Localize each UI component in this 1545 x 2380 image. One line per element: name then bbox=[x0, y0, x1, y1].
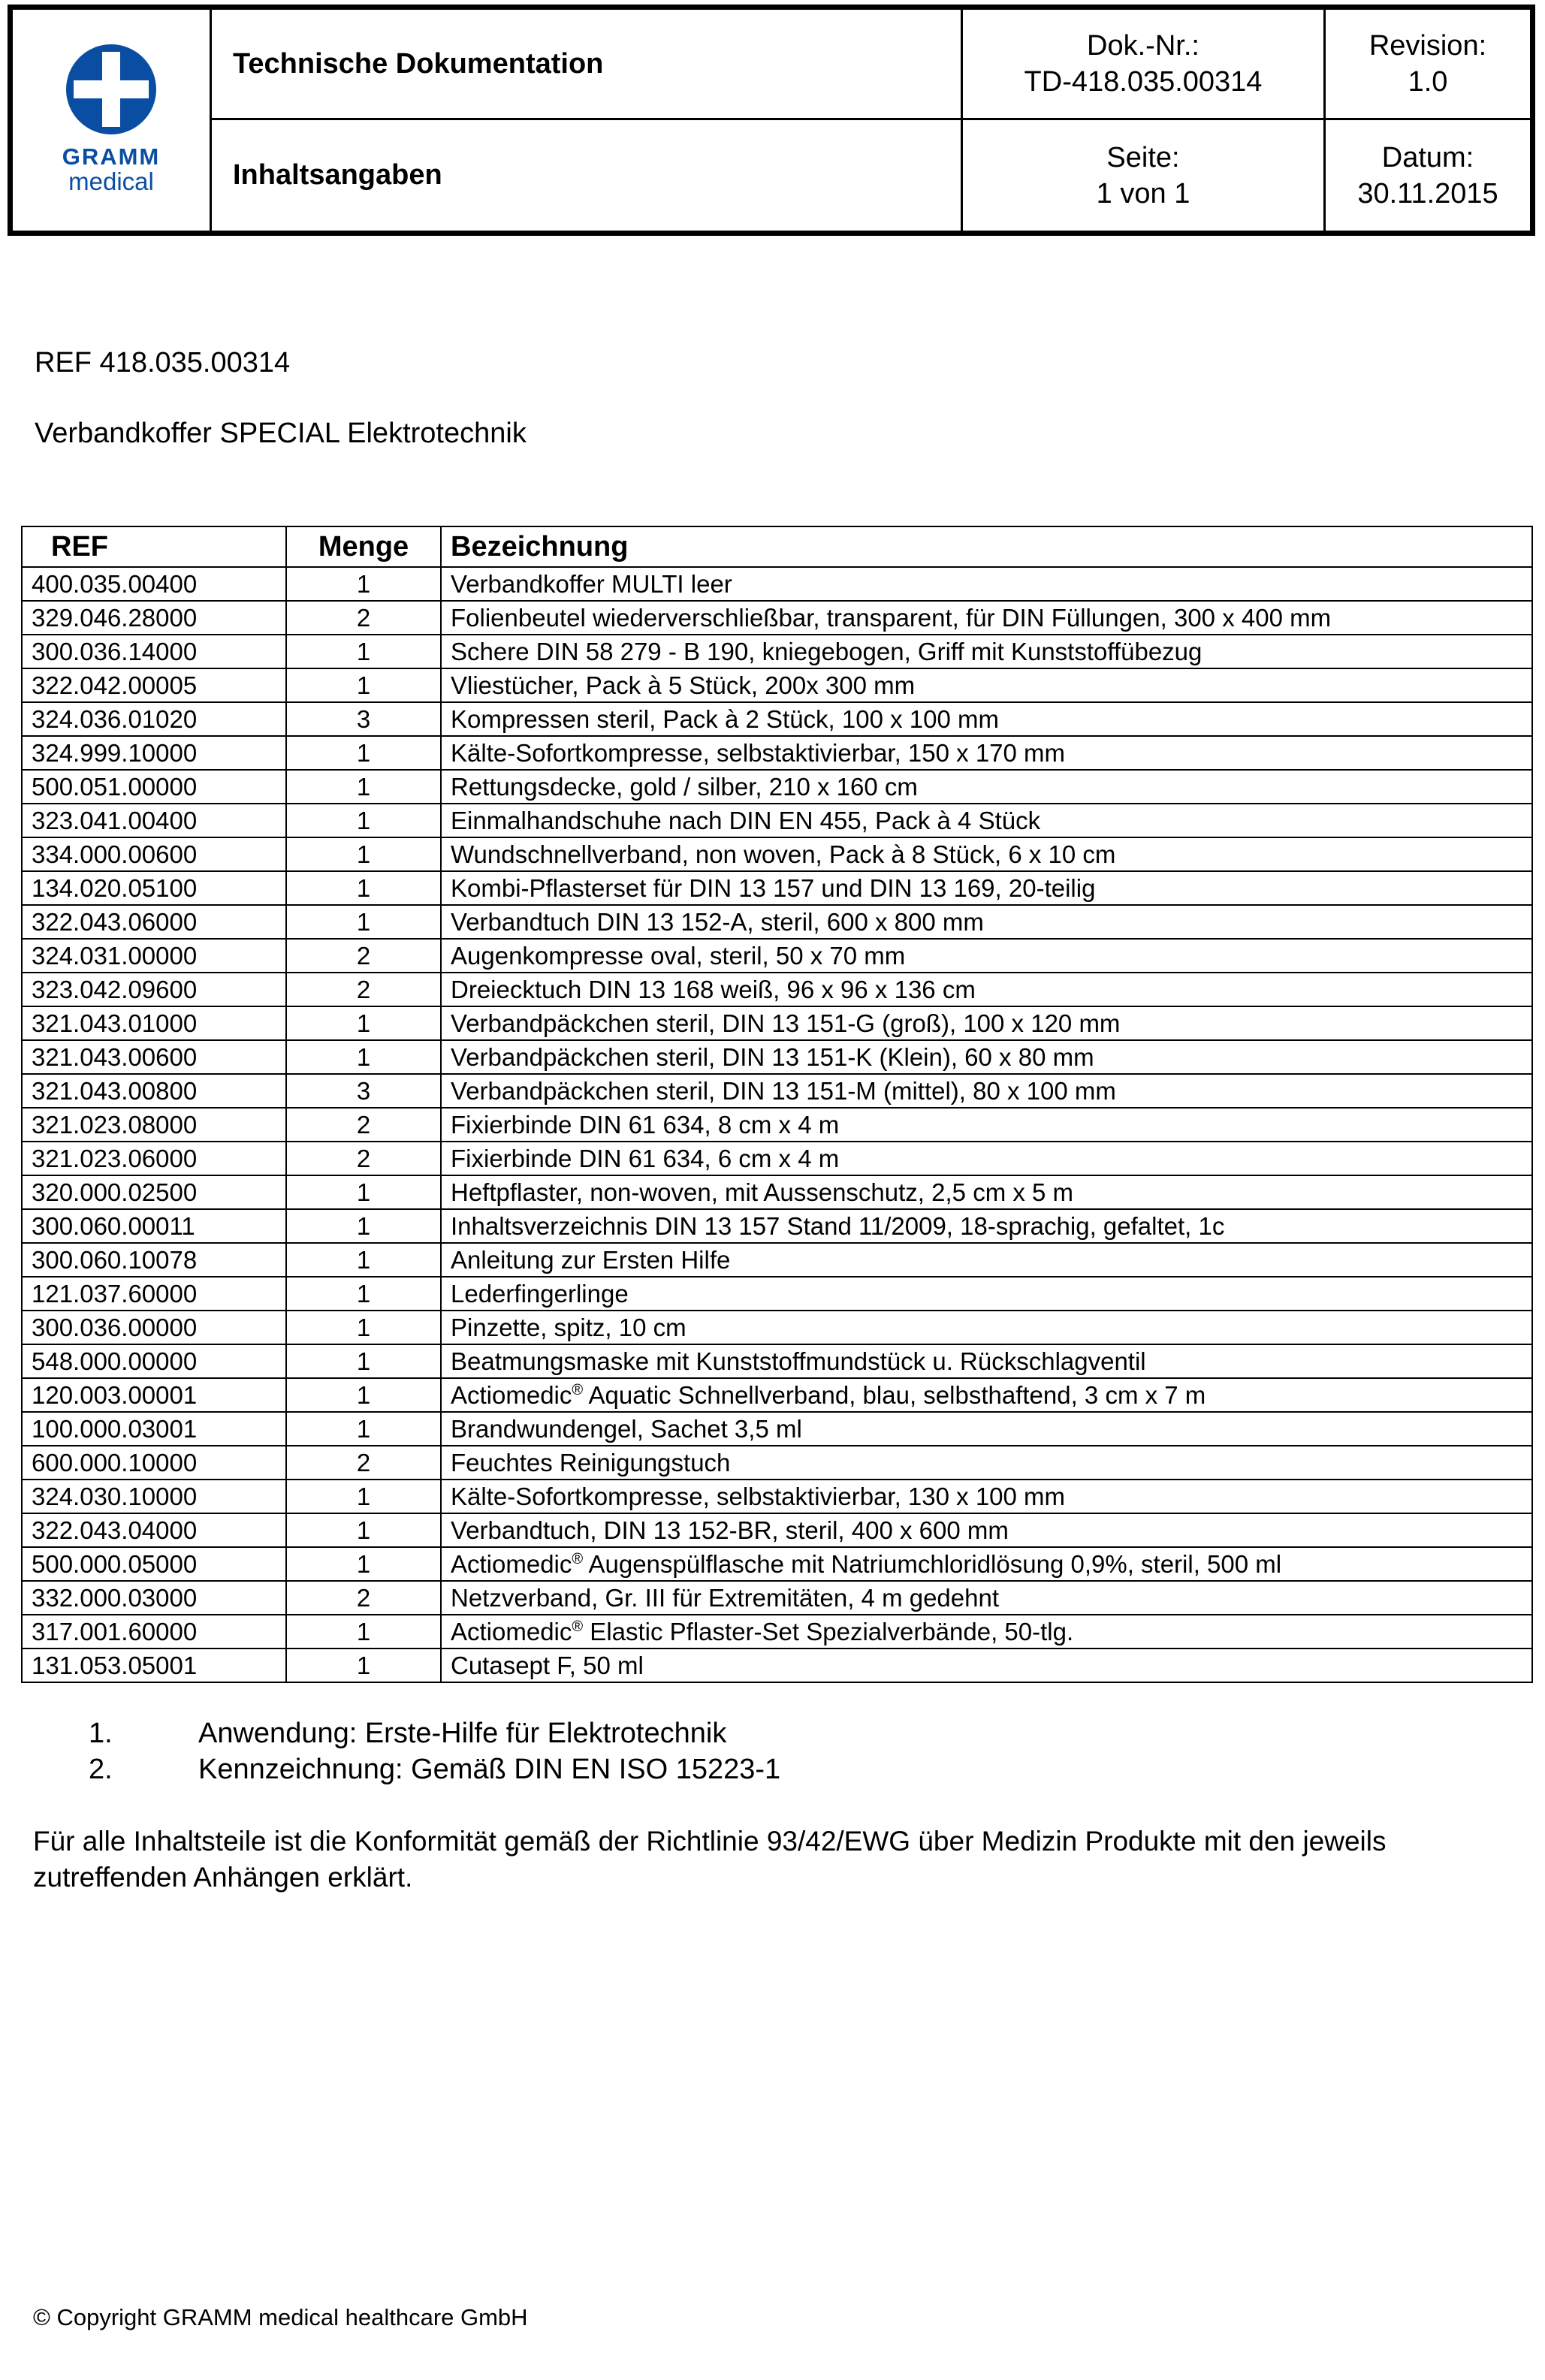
description-text: Kälte-Sofortkompresse, selbstaktivierbar, 130 x 100 mm bbox=[451, 1483, 1066, 1510]
cell-bezeichnung bbox=[441, 973, 1532, 1006]
cell-menge: 2 bbox=[286, 1446, 441, 1480]
table-row bbox=[22, 1243, 1532, 1277]
cell-ref: 323.042.09600 bbox=[22, 973, 286, 1006]
cell-ref: 334.000.00600 bbox=[22, 837, 286, 871]
table-row bbox=[22, 939, 1532, 973]
contents-table bbox=[21, 526, 1533, 1683]
column-header-bezeichnung: Bezeichnung bbox=[441, 526, 1532, 567]
cell-bezeichnung bbox=[441, 1615, 1532, 1649]
cell-bezeichnung bbox=[441, 702, 1532, 736]
cell-ref: 600.000.10000 bbox=[22, 1446, 286, 1480]
page-label: Seite: bbox=[1106, 141, 1180, 173]
cell-bezeichnung bbox=[441, 837, 1532, 871]
description-text: Actiomedic bbox=[451, 1381, 572, 1409]
cell-bezeichnung bbox=[441, 1108, 1532, 1142]
cell-bezeichnung bbox=[441, 1581, 1532, 1615]
table-row bbox=[22, 601, 1532, 635]
cell-menge: 1 bbox=[286, 1243, 441, 1277]
table-row bbox=[22, 1615, 1532, 1649]
date-value: 30.11.2015 bbox=[1357, 177, 1498, 210]
cell-ref: 329.046.28000 bbox=[22, 601, 286, 635]
description-text: Netzverband, Gr. III für Extremitäten, 4 m gedehnt bbox=[451, 1584, 1000, 1612]
table-row bbox=[22, 702, 1532, 736]
table-row bbox=[22, 1547, 1532, 1581]
conformity-statement: Für alle Inhaltsteile ist die Konformität gemäß der Richtlinie 93/42/EWG über Medizin Produkte mit den jeweils zutreffenden Anhängen erklärt. bbox=[33, 1826, 1387, 1893]
cell-ref: 320.000.02500 bbox=[22, 1175, 286, 1209]
note-number: 2. bbox=[89, 1754, 113, 1785]
cell-bezeichnung bbox=[441, 1412, 1532, 1446]
cell-bezeichnung bbox=[441, 1074, 1532, 1108]
table-row bbox=[22, 804, 1532, 837]
description-text: Kälte-Sofortkompresse, selbstaktivierbar, 150 x 170 mm bbox=[451, 739, 1066, 767]
cell-menge: 3 bbox=[286, 1074, 441, 1108]
table-row bbox=[22, 1074, 1532, 1108]
cell-menge: 1 bbox=[286, 837, 441, 871]
table-row bbox=[22, 1311, 1532, 1344]
table-row bbox=[22, 871, 1532, 905]
description-text: Verbandtuch, DIN 13 152-BR, steril, 400 x 600 mm bbox=[451, 1516, 1009, 1544]
cell-ref: 500.051.00000 bbox=[22, 770, 286, 804]
page-value: 1 von 1 bbox=[1096, 177, 1190, 210]
cell-menge: 1 bbox=[286, 1649, 441, 1682]
cell-bezeichnung bbox=[441, 601, 1532, 635]
table-row bbox=[22, 1108, 1532, 1142]
description-text: Feuchtes Reinigungstuch bbox=[451, 1449, 731, 1477]
cell-menge: 1 bbox=[286, 905, 441, 939]
table-row bbox=[22, 837, 1532, 871]
cell-bezeichnung bbox=[441, 1446, 1532, 1480]
cell-bezeichnung bbox=[441, 736, 1532, 770]
table-row bbox=[22, 905, 1532, 939]
description-text: Lederfingerlinge bbox=[451, 1280, 629, 1308]
description-text: Wundschnellverband, non woven, Pack à 8 Stück, 6 x 10 cm bbox=[451, 840, 1116, 868]
cell-ref: 321.023.08000 bbox=[22, 1108, 286, 1142]
cell-menge: 1 bbox=[286, 1040, 441, 1074]
cell-menge: 2 bbox=[286, 1108, 441, 1142]
revision-cell bbox=[1326, 10, 1530, 120]
cell-ref: 134.020.05100 bbox=[22, 871, 286, 905]
cell-bezeichnung bbox=[441, 939, 1532, 973]
description-text: Verbandpäckchen steril, DIN 13 151-K (Klein), 60 x 80 mm bbox=[451, 1043, 1094, 1071]
cell-ref: 300.060.10078 bbox=[22, 1243, 286, 1277]
description-text: Beatmungsmaske mit Kunststoffmundstück u. Rückschlagventil bbox=[451, 1347, 1146, 1375]
description-text: Folienbeutel wiederverschließbar, transparent, für DIN Füllungen, 300 x 400 mm bbox=[451, 604, 1332, 632]
cell-menge: 1 bbox=[286, 804, 441, 837]
cell-ref: 131.053.05001 bbox=[22, 1649, 286, 1682]
description-text: Brandwundengel, Sachet 3,5 ml bbox=[451, 1415, 802, 1443]
doc-number-value: TD-418.035.00314 bbox=[1024, 66, 1263, 98]
description-text-cont: Augenspülflasche mit Natriumchloridlösung 0,9%, steril, 500 ml bbox=[583, 1550, 1282, 1578]
cell-ref: 500.000.05000 bbox=[22, 1547, 286, 1581]
description-text-cont: Aquatic Schnellverband, blau, selbsthaftend, 3 cm x 7 m bbox=[583, 1381, 1206, 1409]
note-text: Kennzeichnung: Gemäß DIN EN ISO 15223-1 bbox=[198, 1754, 781, 1785]
description-text: Anleitung zur Ersten Hilfe bbox=[451, 1246, 731, 1274]
cell-ref: 321.043.00600 bbox=[22, 1040, 286, 1074]
cell-bezeichnung bbox=[441, 1344, 1532, 1378]
description-text: Augenkompresse oval, steril, 50 x 70 mm bbox=[451, 942, 906, 970]
table-row bbox=[22, 1006, 1532, 1040]
cell-ref: 322.043.06000 bbox=[22, 905, 286, 939]
cell-menge: 1 bbox=[286, 871, 441, 905]
cell-menge: 2 bbox=[286, 1142, 441, 1175]
registered-mark: ® bbox=[572, 1618, 584, 1635]
table-row bbox=[22, 1480, 1532, 1513]
table-row bbox=[22, 1412, 1532, 1446]
revision-label: Revision: bbox=[1368, 30, 1487, 62]
description-text: Fixierbinde DIN 61 634, 8 cm x 4 m bbox=[451, 1111, 840, 1139]
registered-mark: ® bbox=[572, 1382, 584, 1398]
cell-bezeichnung bbox=[441, 1480, 1532, 1513]
company-logo bbox=[13, 10, 212, 231]
document-header bbox=[8, 5, 1535, 236]
column-header-menge: Menge bbox=[286, 526, 441, 567]
cell-menge: 1 bbox=[286, 1412, 441, 1446]
cell-ref: 321.043.01000 bbox=[22, 1006, 286, 1040]
cell-ref: 321.043.00800 bbox=[22, 1074, 286, 1108]
cell-menge: 1 bbox=[286, 1513, 441, 1547]
cell-ref: 322.043.04000 bbox=[22, 1513, 286, 1547]
cell-ref: 400.035.00400 bbox=[22, 567, 286, 601]
cell-ref: 332.000.03000 bbox=[22, 1581, 286, 1615]
note-item bbox=[89, 1751, 780, 1787]
table-row bbox=[22, 1649, 1532, 1682]
cell-ref: 317.001.60000 bbox=[22, 1615, 286, 1649]
page-cell bbox=[963, 120, 1326, 231]
table-row bbox=[22, 736, 1532, 770]
doc-number-cell bbox=[963, 10, 1326, 120]
table-row bbox=[22, 973, 1532, 1006]
table-row bbox=[22, 1209, 1532, 1243]
cell-bezeichnung bbox=[441, 905, 1532, 939]
cell-ref: 120.003.00001 bbox=[22, 1378, 286, 1412]
description-text: Verbandpäckchen steril, DIN 13 151-M (mittel), 80 x 100 mm bbox=[451, 1077, 1116, 1105]
table-row bbox=[22, 1378, 1532, 1412]
cell-bezeichnung bbox=[441, 668, 1532, 702]
cell-menge: 1 bbox=[286, 1378, 441, 1412]
cell-menge: 2 bbox=[286, 973, 441, 1006]
cell-ref: 324.036.01020 bbox=[22, 702, 286, 736]
description-text: Verbandkoffer MULTI leer bbox=[451, 570, 732, 598]
table-row bbox=[22, 668, 1532, 702]
product-name: Verbandkoffer SPECIAL Elektrotechnik bbox=[35, 418, 527, 449]
cell-bezeichnung bbox=[441, 1175, 1532, 1209]
column-header-ref: REF bbox=[22, 526, 286, 567]
cell-ref: 324.031.00000 bbox=[22, 939, 286, 973]
cell-menge: 1 bbox=[286, 635, 441, 668]
table-body bbox=[22, 567, 1532, 1682]
cell-menge: 2 bbox=[286, 1581, 441, 1615]
description-text: Rettungsdecke, gold / silber, 210 x 160 cm bbox=[451, 773, 918, 801]
cell-ref: 300.060.00011 bbox=[22, 1209, 286, 1243]
cell-bezeichnung bbox=[441, 1311, 1532, 1344]
cell-menge: 2 bbox=[286, 939, 441, 973]
description-text: Fixierbinde DIN 61 634, 6 cm x 4 m bbox=[451, 1145, 840, 1172]
cell-bezeichnung bbox=[441, 1649, 1532, 1682]
description-text: Actiomedic bbox=[451, 1618, 572, 1645]
cell-bezeichnung bbox=[441, 1006, 1532, 1040]
cell-bezeichnung bbox=[441, 1513, 1532, 1547]
note-number: 1. bbox=[89, 1718, 113, 1749]
date-cell bbox=[1326, 120, 1530, 231]
cell-bezeichnung bbox=[441, 635, 1532, 668]
product-ref: REF 418.035.00314 bbox=[35, 347, 291, 379]
cell-bezeichnung bbox=[441, 1243, 1532, 1277]
numbered-notes bbox=[89, 1715, 780, 1787]
copyright-footer: © Copyright GRAMM medical healthcare GmbH bbox=[33, 2304, 528, 2330]
revision-value: 1.0 bbox=[1408, 66, 1448, 98]
cell-menge: 1 bbox=[286, 567, 441, 601]
description-text: Schere DIN 58 279 - B 190, kniegebogen, Griff mit Kunststoffübezug bbox=[451, 638, 1203, 665]
table-row bbox=[22, 1344, 1532, 1378]
cell-ref: 100.000.03001 bbox=[22, 1412, 286, 1446]
cell-menge: 1 bbox=[286, 1175, 441, 1209]
note-text: Anwendung: Erste-Hilfe für Elektrotechnik bbox=[198, 1718, 727, 1749]
description-text: Heftpflaster, non-woven, mit Aussenschutz, 2,5 cm x 5 m bbox=[451, 1178, 1074, 1206]
cell-menge: 1 bbox=[286, 1006, 441, 1040]
description-text: Kombi-Pflasterset für DIN 13 157 und DIN 13 169, 20-teilig bbox=[451, 874, 1096, 902]
cell-ref: 300.036.00000 bbox=[22, 1311, 286, 1344]
cell-bezeichnung bbox=[441, 871, 1532, 905]
table-row bbox=[22, 1175, 1532, 1209]
cell-ref: 548.000.00000 bbox=[22, 1344, 286, 1378]
logo-text-gramm: GRAMM bbox=[62, 143, 161, 170]
description-text: Kompressen steril, Pack à 2 Stück, 100 x 100 mm bbox=[451, 705, 999, 733]
medical-cross-icon bbox=[66, 44, 156, 134]
cell-ref: 321.023.06000 bbox=[22, 1142, 286, 1175]
description-text-cont: Elastic Pflaster-Set Spezialverbände, 50-tlg. bbox=[583, 1618, 1074, 1645]
section-title: Inhaltsangaben bbox=[212, 120, 963, 231]
description-text: Cutasept F, 50 ml bbox=[451, 1652, 644, 1679]
registered-mark: ® bbox=[572, 1551, 584, 1567]
cell-menge: 1 bbox=[286, 1344, 441, 1378]
table-row bbox=[22, 567, 1532, 601]
cell-menge: 1 bbox=[286, 1209, 441, 1243]
cell-ref: 322.042.00005 bbox=[22, 668, 286, 702]
description-text: Actiomedic bbox=[451, 1550, 572, 1578]
cell-bezeichnung bbox=[441, 1277, 1532, 1311]
table-row bbox=[22, 635, 1532, 668]
cell-ref: 300.036.14000 bbox=[22, 635, 286, 668]
cell-bezeichnung bbox=[441, 1378, 1532, 1412]
cell-bezeichnung bbox=[441, 1040, 1532, 1074]
date-label: Datum: bbox=[1381, 141, 1474, 173]
cell-menge: 1 bbox=[286, 1615, 441, 1649]
cell-menge: 1 bbox=[286, 1547, 441, 1581]
table-row bbox=[22, 1040, 1532, 1074]
table-row bbox=[22, 1277, 1532, 1311]
description-text: Vliestücher, Pack à 5 Stück, 200x 300 mm bbox=[451, 671, 916, 699]
description-text: Verbandtuch DIN 13 152-A, steril, 600 x 800 mm bbox=[451, 908, 984, 936]
cell-menge: 1 bbox=[286, 1311, 441, 1344]
cell-menge: 1 bbox=[286, 668, 441, 702]
description-text: Einmalhandschuhe nach DIN EN 455, Pack à 4 Stück bbox=[451, 807, 1041, 834]
description-text: Dreiecktuch DIN 13 168 weiß, 96 x 96 x 136 cm bbox=[451, 976, 976, 1003]
cell-bezeichnung bbox=[441, 567, 1532, 601]
doc-number-label: Dok.-Nr.: bbox=[1087, 30, 1199, 62]
cell-menge: 3 bbox=[286, 702, 441, 736]
description-text: Pinzette, spitz, 10 cm bbox=[451, 1314, 686, 1341]
table-row bbox=[22, 770, 1532, 804]
table-row bbox=[22, 1513, 1532, 1547]
cell-ref: 324.999.10000 bbox=[22, 736, 286, 770]
cell-menge: 1 bbox=[286, 1480, 441, 1513]
cell-bezeichnung bbox=[441, 804, 1532, 837]
cell-menge: 1 bbox=[286, 736, 441, 770]
doc-type-title: Technische Dokumentation bbox=[212, 10, 963, 120]
cell-menge: 1 bbox=[286, 1277, 441, 1311]
note-item bbox=[89, 1715, 780, 1751]
table-row bbox=[22, 1581, 1532, 1615]
cell-bezeichnung bbox=[441, 1209, 1532, 1243]
cell-ref: 121.037.60000 bbox=[22, 1277, 286, 1311]
cell-menge: 2 bbox=[286, 601, 441, 635]
table-header-row bbox=[22, 526, 1532, 567]
table-row bbox=[22, 1446, 1532, 1480]
cell-bezeichnung bbox=[441, 1142, 1532, 1175]
cell-menge: 1 bbox=[286, 770, 441, 804]
cell-ref: 323.041.00400 bbox=[22, 804, 286, 837]
cell-bezeichnung bbox=[441, 770, 1532, 804]
cell-ref: 324.030.10000 bbox=[22, 1480, 286, 1513]
table-row bbox=[22, 1142, 1532, 1175]
logo-text-medical: medical bbox=[68, 167, 154, 195]
cell-bezeichnung bbox=[441, 1547, 1532, 1581]
description-text: Verbandpäckchen steril, DIN 13 151-G (groß), 100 x 120 mm bbox=[451, 1009, 1121, 1037]
description-text: Inhaltsverzeichnis DIN 13 157 Stand 11/2009, 18-sprachig, gefaltet, 1c bbox=[451, 1212, 1225, 1240]
